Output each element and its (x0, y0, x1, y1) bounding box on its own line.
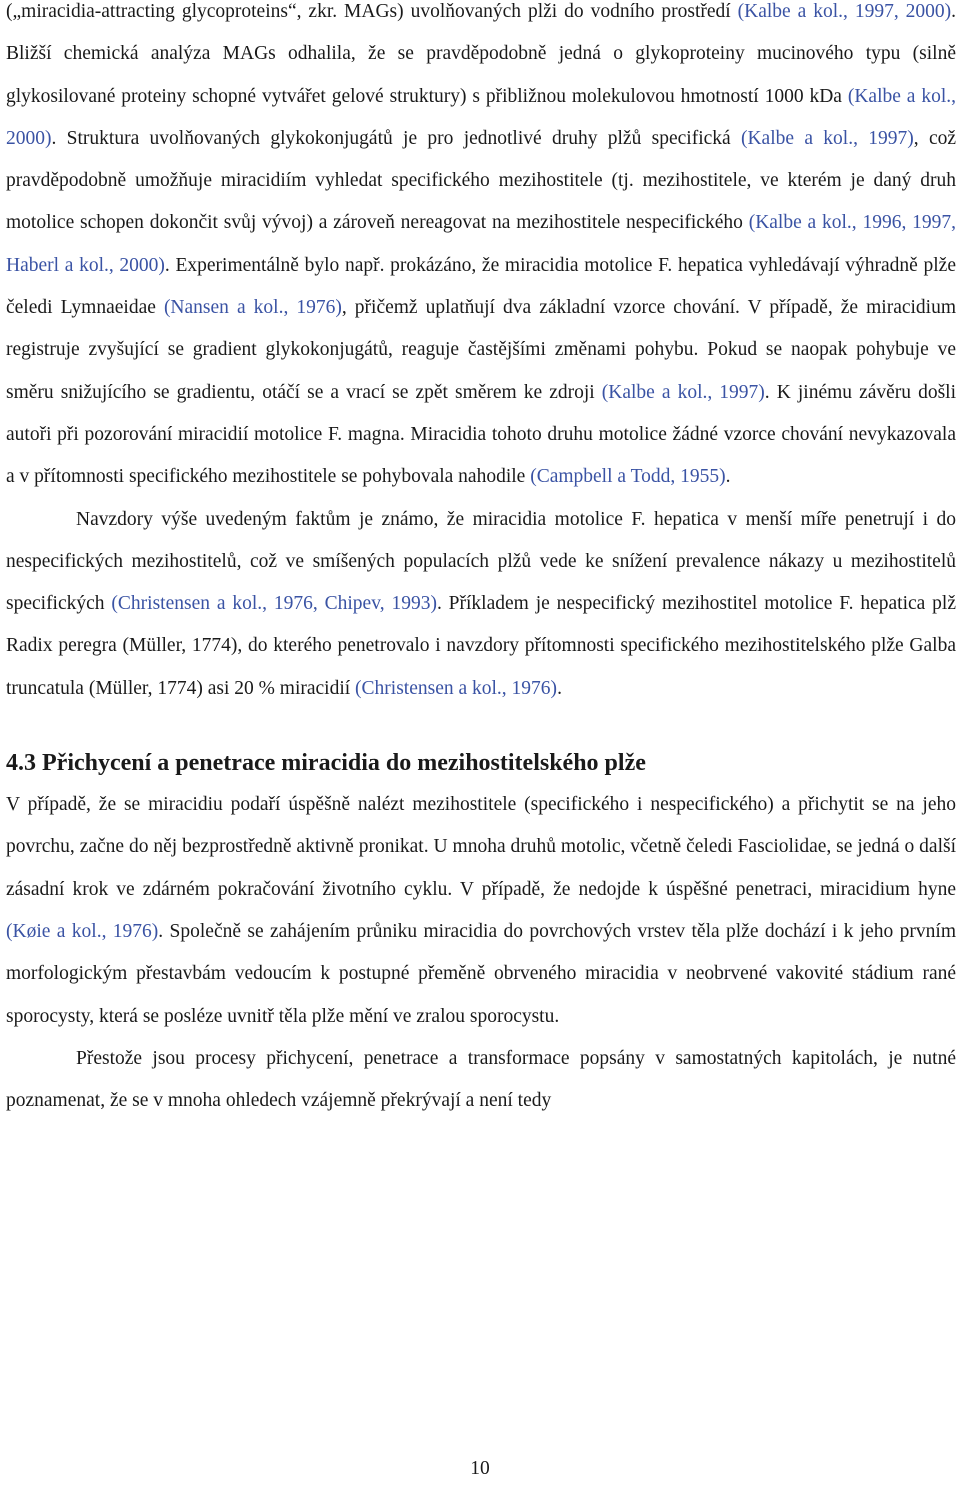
citation-link[interactable]: (Nansen a kol., 1976) (163, 297, 342, 319)
paragraph-text: Navzdory výše uvedeným faktům je známo, že miracidia motolice F. hepatica v menší míře penetrují i do nespecifických mezihostitelů, což ve smíšených populacích plžů vede ke snížení prevalence nákazy u mezihostitelů specifických (6, 508, 956, 615)
paragraph-text: . (725, 466, 731, 488)
paragraph (6, 1038, 956, 1123)
citation-link[interactable]: (Kalbe a kol., 1997) (601, 381, 765, 403)
citation-link[interactable]: (Christensen a kol., 1976, Chipev, 1993) (111, 593, 437, 615)
paragraph-text: („miracidia-attracting glycoproteins“, zkr. MAGs) uvolňovaných plži do vodního prostředí (6, 1, 738, 22)
paragraph-text: . Příkladem je nespecifický mezihostitel motolice F. hepatica plž Radix peregra (Müller, 1774), do kterého penetrovalo i navzdory přítomnosti specifického mezihostitelského plže Galba truncatula (Müller, 1774) asi 20 % miracidií (6, 593, 956, 699)
citation-link[interactable]: (Køie a kol., 1976) (6, 920, 159, 942)
paragraph-text: , přičemž uplatňují dva základní vzorce chování. V případě, že miracidium registruje zvyšující se gradient glykokonjugátů, reaguje častějšími změnami pohybu. Pokud se naopak pohybuje ve směru snižujícího se gradientu, otáčí se a vrací se zpět směrem ke zdroji (6, 297, 957, 403)
paragraph-text: . (557, 677, 562, 699)
citation-link[interactable]: (Kalbe a kol., 2000) (6, 85, 956, 149)
paragraph-text: , což pravděpodobně umožňuje miracidiím vyhledat specifického mezihostitele (tj. mezihostitele, ve kterém je daný druh motolice schopen dokončit svůj vývoj) a zároveň nereagovat na mezihostitele nespecifického (6, 127, 956, 234)
citation-link[interactable]: (Campbell a Todd, 1955) (530, 466, 726, 488)
citation-link[interactable]: (Kalbe a kol., 1997) (740, 127, 914, 149)
paragraph-text: . K jinému závěru došli autoři při pozorování miracidií motolice F. magna. Miracidia tohoto druhu motolice žádné vzorce chování nevykazovala a v přítomnosti specifického mezihostitele se pohybovala nahodile (6, 381, 957, 488)
body-text-top (6, 0, 956, 710)
citation-link[interactable]: (Christensen a kol., 1976) (355, 677, 558, 699)
paragraph-text: . Bližší chemická analýza MAGs odhalila, že se pravděpodobně jedná o glykoproteiny mucinového typu (silně glykosilované proteiny schopné vytvářet gelové struktury) s přibližnou molekulovou hmotností 1000 kDa (6, 1, 956, 107)
page-number: 10 (470, 1458, 490, 1479)
paragraph (6, 499, 956, 710)
paragraph-text: . Experimentálně bylo např. prokázáno, že miracidia motolice F. hepatica vyhledávají výhradně plže čeledi Lymnaeidae (6, 254, 956, 319)
citation-link[interactable]: (Kalbe a kol., 1997, 2000) (737, 1, 952, 22)
section-heading: 4.3 Přichycení a penetrace miracidia do mezihostitelského plže (6, 750, 646, 777)
paragraph-text: . Společně se zahájením průniku miracidia do povrchových vrstev těla plže dochází i k jeho prvním morfologickým přestavbám vedoucím k postupné přeměně obrveného miracidia v neobrvené vakovité stádium rané sporocysty, která se posléze uvnitř těla plže mění ve zralou sporocystu. (6, 920, 956, 1027)
paragraph-text: . Struktura uvolňovaných glykokonjugátů je pro jednotlivé druhy plžů specifická (51, 127, 741, 149)
paragraph-text: Přestože jsou procesy přichycení, penetrace a transformace popsány v samostatných kapitolách, je nutné poznamenat, že se v mnoha ohledech vzájemně překrývají a není tedy (6, 1047, 956, 1112)
paragraph (6, 0, 956, 499)
body-text-section (6, 784, 956, 1122)
paragraph-text: V případě, že se miracidiu podaří úspěšně nalézt mezihostitele (specifického i nespecifického) a přichytit se na jeho povrchu, začne do něj bezprostředně aktivně pronikat. U mnoha druhů motolic, včetně čeledi Fasciolidae, se jedná o další zásadní krok ve zdárném pokračování životního cyklu. V případě, že nedojde k úspěšné penetraci, miracidium hyne (6, 794, 956, 900)
citation-link[interactable]: (Kalbe a kol., 1996, 1997, Haberl a kol., 2000) (6, 212, 956, 276)
paragraph (6, 784, 956, 1038)
